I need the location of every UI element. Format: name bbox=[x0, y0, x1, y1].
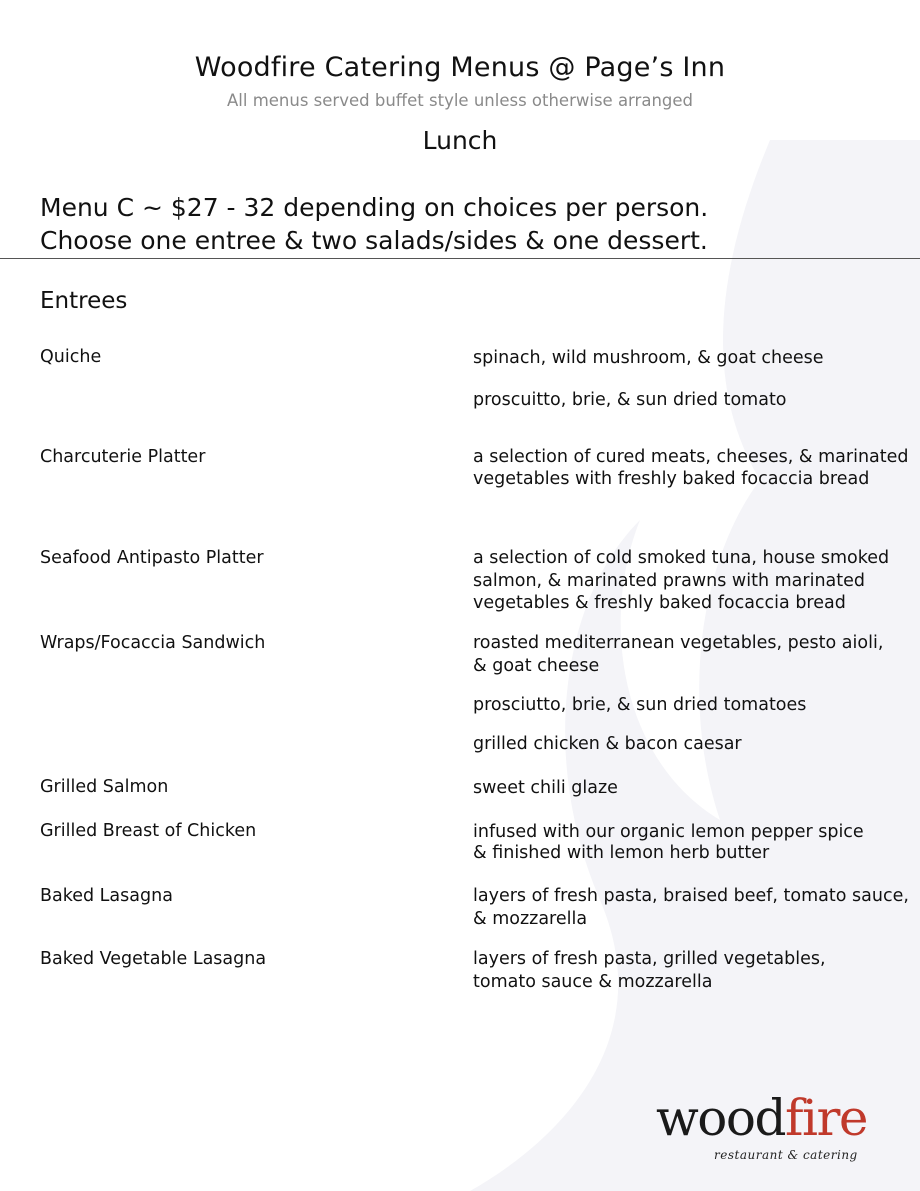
menu-choice-line: Choose one entree & two salads/sides & one dessert. bbox=[40, 226, 708, 255]
page-subtitle: All menus served buffet style unless otherwise arranged bbox=[227, 91, 693, 110]
entree-description: layers of fresh pasta, grilled vegetables, bbox=[473, 949, 826, 969]
entree-description: roasted mediterranean vegetables, pesto aioli, bbox=[473, 633, 884, 653]
logo-fire: fire bbox=[785, 1089, 868, 1147]
entree-name: Grilled Salmon bbox=[40, 777, 169, 797]
entree-description: vegetables & freshly baked focaccia bread bbox=[473, 593, 846, 613]
page-title: Woodfire Catering Menus @ Page’s Inn bbox=[194, 52, 726, 83]
entree-description: spinach, wild mushroom, & goat cheese bbox=[473, 348, 824, 368]
entree-name: Grilled Breast of Chicken bbox=[40, 821, 257, 841]
entree-description: infused with our organic lemon pepper spice bbox=[473, 822, 864, 842]
entree-description: sweet chili glaze bbox=[473, 778, 618, 798]
entree-description: a selection of cured meats, cheeses, & marinated bbox=[473, 447, 909, 467]
entree-description: salmon, & marinated prawns with marinated bbox=[473, 571, 866, 591]
logo-wood: wood bbox=[656, 1089, 786, 1147]
entree-description: vegetables with freshly baked focaccia bread bbox=[473, 469, 870, 489]
logo-tagline: restaurant & catering bbox=[714, 1148, 858, 1162]
entree-description: tomato sauce & mozzarella bbox=[473, 972, 713, 992]
entree-name: Quiche bbox=[40, 347, 102, 367]
entree-name: Wraps/Focaccia Sandwich bbox=[40, 633, 266, 653]
entree-description: grilled chicken & bacon caesar bbox=[473, 734, 742, 754]
divider bbox=[0, 258, 920, 259]
entree-description: layers of fresh pasta, braised beef, tomato sauce, bbox=[473, 886, 909, 906]
entree-description: & goat cheese bbox=[473, 656, 600, 676]
entree-description: prosciutto, brie, & sun dried tomatoes bbox=[473, 695, 807, 715]
menu-price-line: Menu C ~ $27 - 32 depending on choices per person. bbox=[40, 193, 709, 222]
woodfire-logo bbox=[640, 1088, 900, 1178]
entree-name: Seafood Antipasto Platter bbox=[40, 548, 264, 568]
entree-name: Baked Vegetable Lasagna bbox=[40, 949, 267, 969]
entree-description: proscuitto, brie, & sun dried tomato bbox=[473, 390, 787, 410]
entree-name: Charcuterie Platter bbox=[40, 447, 206, 467]
entree-name: Baked Lasagna bbox=[40, 886, 173, 906]
meal-heading: Lunch bbox=[422, 126, 498, 155]
entree-description: a selection of cold smoked tuna, house smoked bbox=[473, 548, 890, 568]
entree-description: & finished with lemon herb butter bbox=[473, 843, 770, 863]
section-title: Entrees bbox=[40, 288, 128, 314]
entree-description: & mozzarella bbox=[473, 909, 588, 929]
logo-wordmark bbox=[656, 1088, 867, 1148]
